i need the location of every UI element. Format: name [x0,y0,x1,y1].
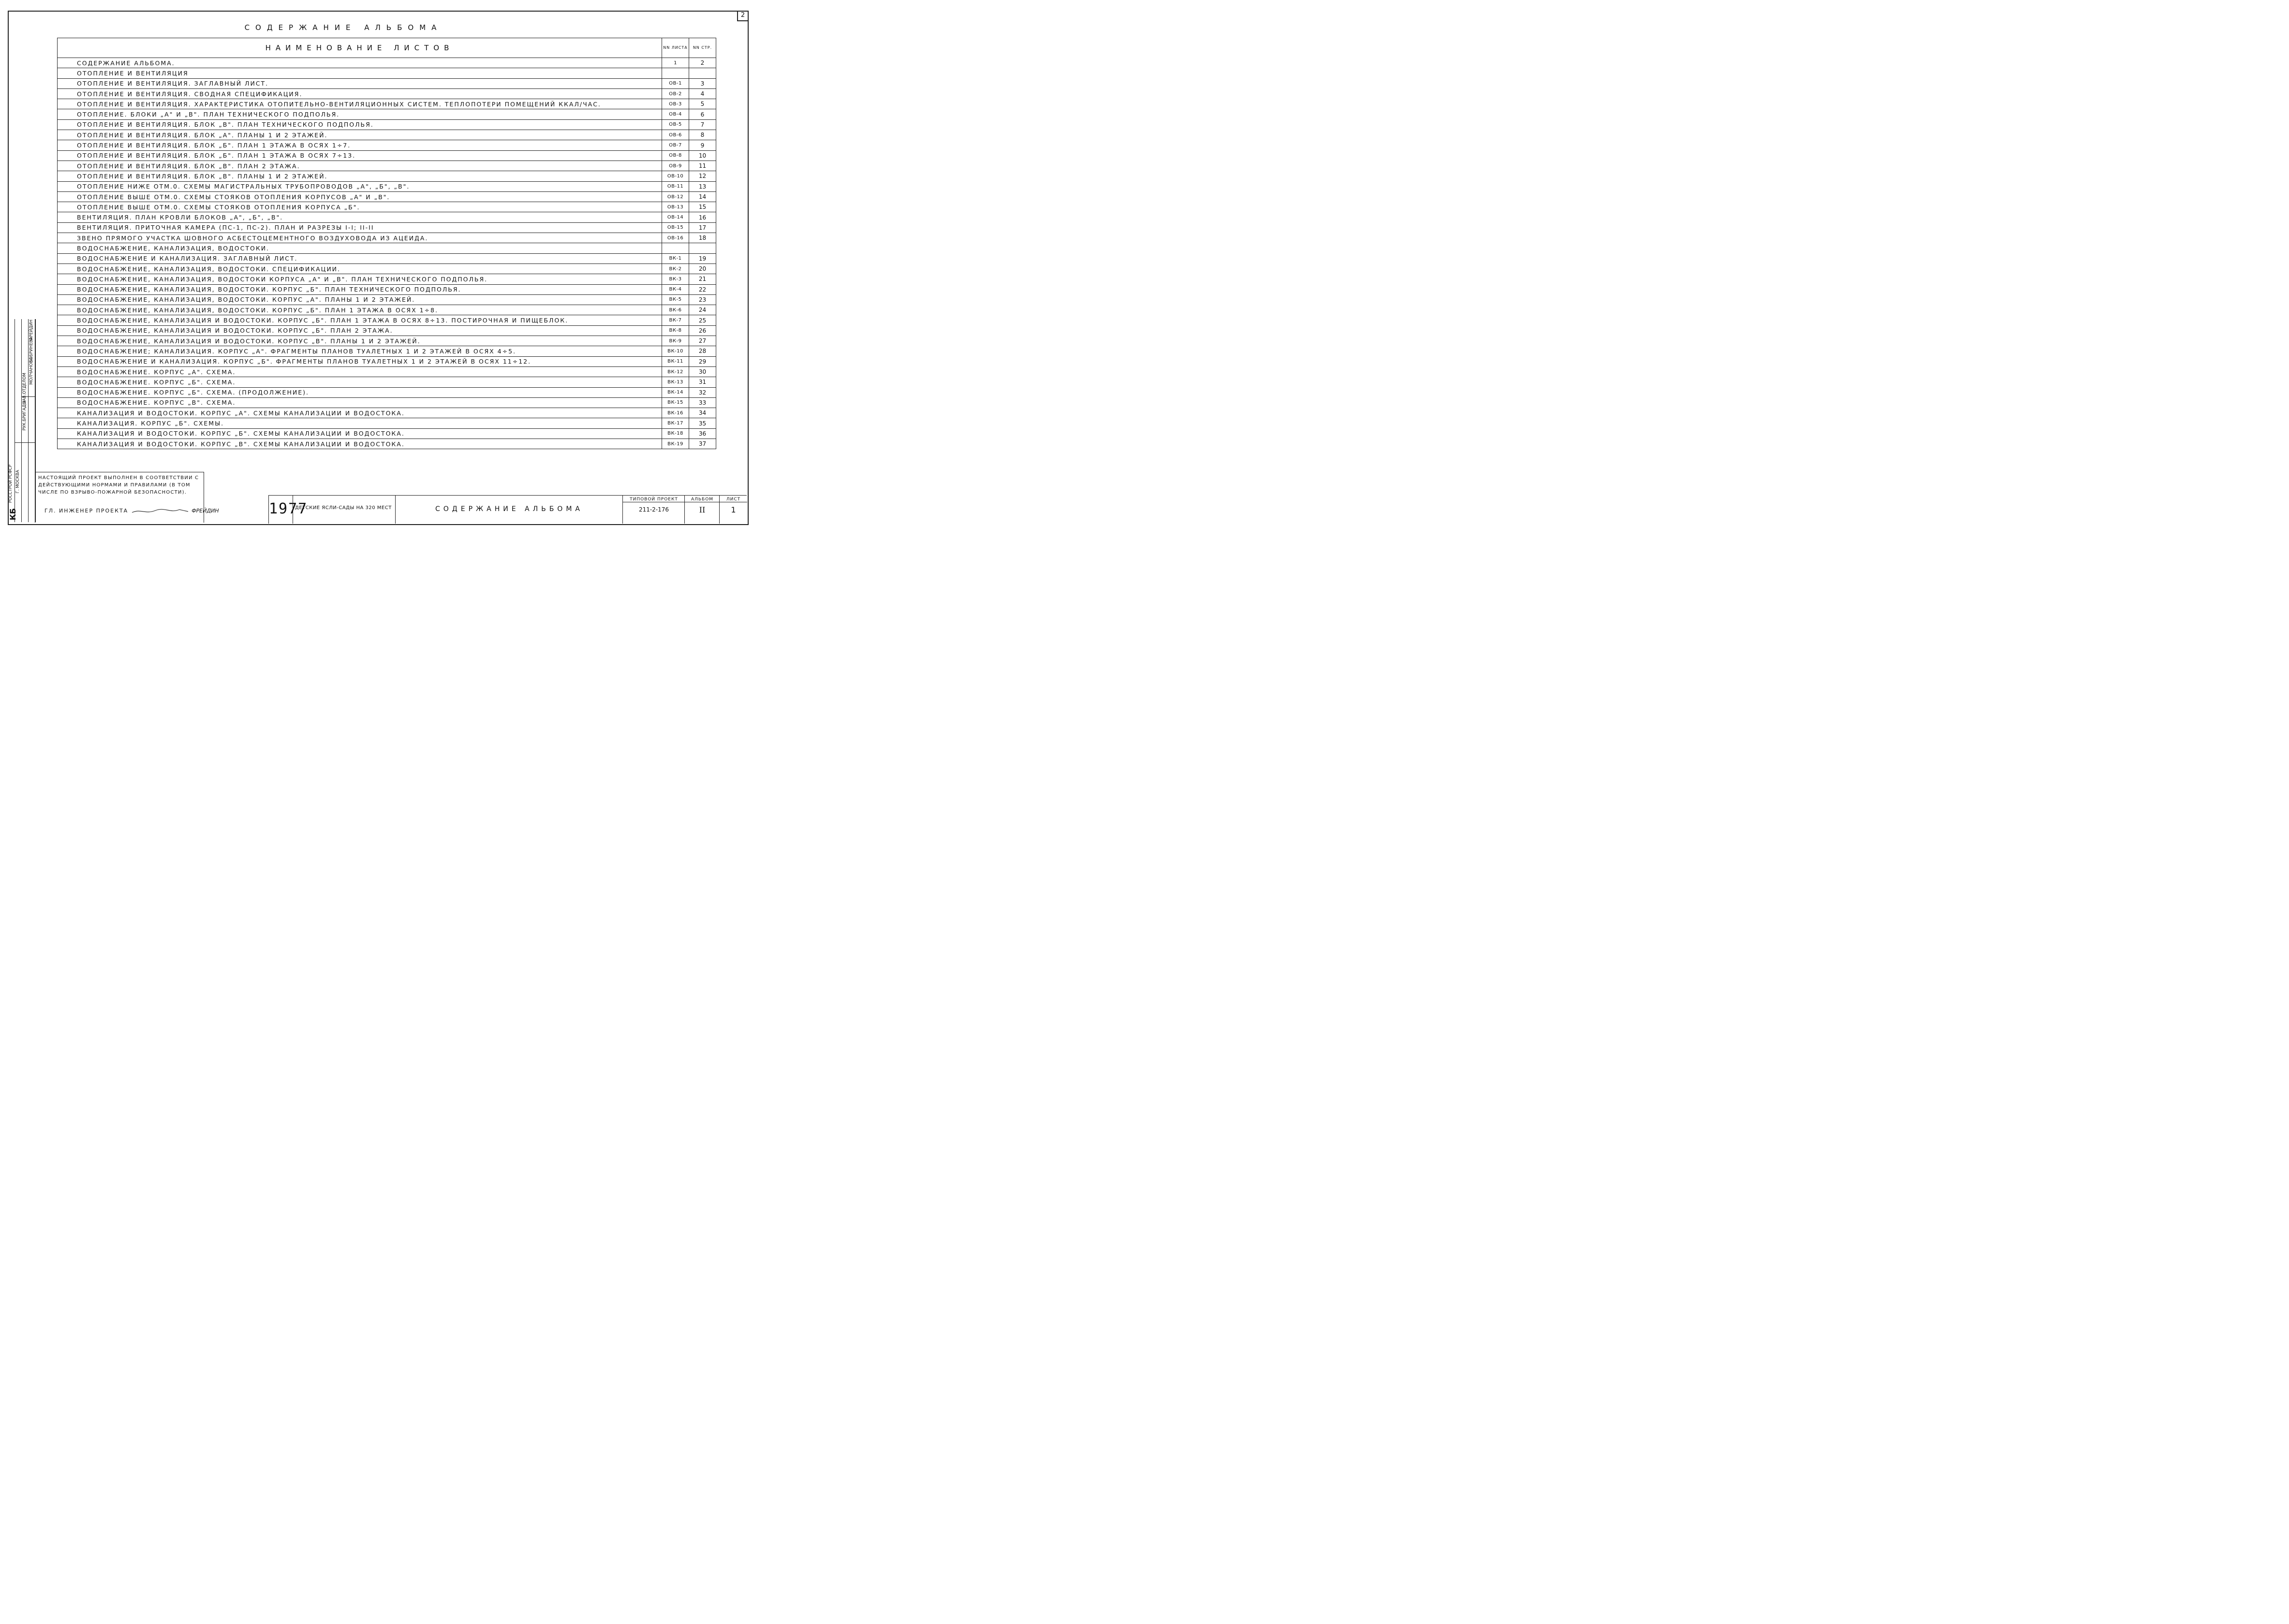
row-page-no: 29 [689,356,716,366]
stamp-typical-value: 211-2-176 [638,506,669,513]
row-page-no: 23 [689,294,716,305]
row-page-no: 36 [689,428,716,439]
row-sheet-no: ОВ-4 [662,109,689,119]
row-sheet-no: ВК-2 [662,263,689,274]
row-sheet-no: ВК-16 [662,408,689,418]
side-stamp [8,319,36,522]
row-page-no: 5 [689,99,716,109]
chief-engineer-role: ГЛ. ИНЖЕНЕР ПРОЕКТА [44,508,129,514]
table-row [58,439,716,449]
row-page-no: 10 [689,150,716,161]
table-row [58,68,716,78]
row-page-no: 3 [689,78,716,88]
table-row [58,222,716,233]
row-sheet-no: ОВ-2 [662,88,689,99]
row-sheet-no: ВК-5 [662,294,689,305]
row-sheet-no: ОВ-9 [662,161,689,171]
row-page-no [689,243,716,253]
row-page-no: 19 [689,253,716,263]
row-sheet-no: ОВ-7 [662,140,689,150]
table-row [58,212,716,222]
row-sheet-no: ВК-7 [662,315,689,325]
row-sheet-no: ВК-18 [662,428,689,439]
stamp-album-value: II [699,505,706,514]
row-sheet-no: ОВ-8 [662,150,689,161]
page-number: 2 [737,11,748,21]
table-header-row [58,38,716,58]
row-sheet-no: ВК-14 [662,387,689,397]
row-sheet-no [662,243,689,253]
table-row [58,119,716,130]
header-sheet-no: NN ЛИСТА [662,38,689,58]
table-row [58,150,716,161]
row-name: ВОДОСНАБЖЕНИЕ. КОРПУС „В". СХЕМА. [58,397,662,408]
table-row [58,202,716,212]
row-sheet-no: ОВ-15 [662,222,689,233]
row-name: ОТОПЛЕНИЕ И ВЕНТИЛЯЦИЯ. ЗАГЛАВНЫЙ ЛИСТ. [58,78,662,88]
name-3: МОЛЧАНОВА [29,357,34,385]
row-sheet-no: ОВ-13 [662,202,689,212]
table-row [58,325,716,336]
row-name: ВОДОСНАБЖЕНИЕ, КАНАЛИЗАЦИЯ, ВОДОСТОКИ КОРПУСА „А" И „В". ПЛАН ТЕХНИЧЕСКОГО ПОДПОЛЬЯ. [58,274,662,284]
row-name: ВОДОСНАБЖЕНИЕ, КАНАЛИЗАЦИЯ, ВОДОСТОКИ. [58,243,662,253]
table-row [58,418,716,428]
row-page-no: 22 [689,284,716,294]
row-sheet-no: ВК-8 [662,325,689,336]
stamp-sheet-cell [719,496,747,524]
row-page-no: 32 [689,387,716,397]
row-page-no: 26 [689,325,716,336]
row-sheet-no: ВК-15 [662,397,689,408]
row-name: ВОДОСНАБЖЕНИЕ. КОРПУС „Б". СХЕМА. (ПРОДОЛЖЕНИЕ). [58,387,662,397]
row-name: СОДЕРЖАНИЕ АЛЬБОМА. [58,58,662,68]
row-page-no: 13 [689,181,716,191]
side-col-org [8,319,15,522]
signature-icon [131,507,189,515]
row-page-no: 8 [689,130,716,140]
row-page-no: 27 [689,336,716,346]
row-sheet-no: ОВ-16 [662,233,689,243]
table-row [58,366,716,377]
table-row [58,88,716,99]
row-page-no: 34 [689,408,716,418]
row-name: КАНАЛИЗАЦИЯ И ВОДОСТОКИ. КОРПУС „В". СХЕМЫ КАНАЛИЗАЦИИ И ВОДОСТОКА. [58,439,662,449]
row-page-no: 4 [689,88,716,99]
row-sheet-no: ОВ-3 [662,99,689,109]
table-row [58,161,716,171]
table-row [58,140,716,150]
org-city: Г. МОСКВА [15,469,20,493]
table-row [58,130,716,140]
table-row [58,99,716,109]
stamp-project-cell [293,496,395,524]
name-1: ФРЕЙДИН [29,320,34,341]
row-sheet-no: ВК-1 [662,253,689,263]
stamp-album-cell [684,496,720,524]
row-page-no: 16 [689,212,716,222]
stamp-typical-cell [622,496,685,524]
table-row [58,397,716,408]
header-name: НАИМЕНОВАНИЕ ЛИСТОВ [58,38,662,58]
table-body [58,58,716,449]
row-sheet-no: ВК-9 [662,336,689,346]
row-sheet-no: ВК-12 [662,366,689,377]
row-sheet-no: ВК-11 [662,356,689,366]
table-row [58,305,716,315]
contents-table [57,38,716,449]
stamp-title-cell [395,496,623,524]
chief-engineer-name: ФРЕЙДИН [192,508,219,514]
row-name: ВОДОСНАБЖЕНИЕ, КАНАЛИЗАЦИЯ, ВОДОСТОКИ. СПЕЦИФИКАЦИИ. [58,263,662,274]
row-name: ВЕНТИЛЯЦИЯ. ПЛАН КРОВЛИ БЛОКОВ „А", „Б", „В". [58,212,662,222]
row-name: ЗВЕНО ПРЯМОГО УЧАСТКА ШОВНОГО АСБЕСТОЦЕМЕНТНОГО ВОЗДУХОВОДА ИЗ АЦЕИДА. [58,233,662,243]
stamp-sheet-value: 1 [731,505,736,514]
row-sheet-no: ВК-6 [662,305,689,315]
table-row [58,356,716,366]
table-row [58,233,716,243]
row-page-no: 30 [689,366,716,377]
page-title: СОДЕРЖАНИЕ АЛЬБОМА [244,23,443,32]
row-sheet-no: ОВ-11 [662,181,689,191]
row-page-no: 15 [689,202,716,212]
row-name: ОТОПЛЕНИЕ И ВЕНТИЛЯЦИЯ. БЛОК „Б". ПЛАН 1 ЭТАЖА В ОСЯХ 7÷13. [58,150,662,161]
row-name: ВЕНТИЛЯЦИЯ. ПРИТОЧНАЯ КАМЕРА (ПС-1, ПС-2). ПЛАН И РАЗРЕЗЫ I-I; II-II [58,222,662,233]
row-name: КАНАЛИЗАЦИЯ И ВОДОСТОКИ. КОРПУС „А". СХЕМЫ КАНАЛИЗАЦИИ И ВОДОСТОКА. [58,408,662,418]
stamp-year: 1977 [269,500,308,517]
table-row [58,191,716,202]
row-name: ВОДОСНАБЖЕНИЕ. КОРПУС „Б". СХЕМА. [58,377,662,387]
row-name: ОТОПЛЕНИЕ И ВЕНТИЛЯЦИЯ. БЛОК „В". ПЛАНЫ 1 И 2 ЭТАЖЕЙ. [58,171,662,181]
row-name: ОТОПЛЕНИЕ НИЖЕ ОТМ.0. СХЕМЫ МАГИСТРАЛЬНЫХ ТРУБОПРОВОДОВ „А", „Б", „В". [58,181,662,191]
row-page-no: 11 [689,161,716,171]
row-name: ВОДОСНАБЖЕНИЕ, КАНАЛИЗАЦИЯ И ВОДОСТОКИ. КОРПУС „В". ПЛАНЫ 1 И 2 ЭТАЖЕЙ. [58,336,662,346]
row-page-no: 12 [689,171,716,181]
row-sheet-no: ОВ-1 [662,78,689,88]
table-row [58,171,716,181]
row-page-no: 35 [689,418,716,428]
row-page-no: 25 [689,315,716,325]
table-row [58,387,716,397]
row-name: ВОДОСНАБЖЕНИЕ, КАНАЛИЗАЦИЯ, ВОДОСТОКИ. КОРПУС „Б". ПЛАН 1 ЭТАЖА В ОСЯХ 1÷8. [58,305,662,315]
row-name: ОТОПЛЕНИЕ И ВЕНТИЛЯЦИЯ. БЛОК „В". ПЛАН 2 ЭТАЖА. [58,161,662,171]
row-page-no: 9 [689,140,716,150]
side-col-city [15,319,22,522]
row-page-no: 14 [689,191,716,202]
chief-engineer [44,507,219,515]
row-sheet-no: ВК-17 [662,418,689,428]
row-page-no: 2 [689,58,716,68]
table-row [58,274,716,284]
table-row [58,315,716,325]
stamp-year-cell [268,496,308,524]
row-page-no: 33 [689,397,716,408]
row-name: ВОДОСНАБЖЕНИЕ, КАНАЛИЗАЦИЯ И ВОДОСТОКИ. КОРПУС „Б". ПЛАН 2 ЭТАЖА. [58,325,662,336]
table-row [58,109,716,119]
row-page-no: 7 [689,119,716,130]
org-line: РОССТРОЙ РСФСР [8,464,13,503]
row-page-no: 6 [689,109,716,119]
row-sheet-no: ВК-4 [662,284,689,294]
row-name: ВОДОСНАБЖЕНИЕ И КАНАЛИЗАЦИЯ. ЗАГЛАВНЫЙ ЛИСТ. [58,253,662,263]
row-sheet-no: ВК-10 [662,346,689,356]
row-name: ОТОПЛЕНИЕ ВЫШЕ ОТМ.0. СХЕМЫ СТОЯКОВ ОТОПЛЕНИЯ КОРПУСОВ „А" И „В". [58,191,662,202]
table-row [58,58,716,68]
table-row [58,181,716,191]
row-name: ВОДОСНАБЖЕНИЕ. КОРПУС „А". СХЕМА. [58,366,662,377]
table-row [58,428,716,439]
row-name: ВОДОСНАБЖЕНИЕ, КАНАЛИЗАЦИЯ, ВОДОСТОКИ. КОРПУС „Б". ПЛАН ТЕХНИЧЕСКОГО ПОДПОЛЬЯ. [58,284,662,294]
role-2: РУК.БРИГАДЫ [22,400,27,430]
stamp-album-label: АЛЬБОМ [685,496,720,502]
row-name: ВОДОСНАБЖЕНИЕ, КАНАЛИЗАЦИЯ, ВОДОСТОКИ. КОРПУС „А". ПЛАНЫ 1 И 2 ЭТАЖЕЙ. [58,294,662,305]
row-name: ОТОПЛЕНИЕ. БЛОКИ „А" И „В". ПЛАН ТЕХНИЧЕСКОГО ПОДПОЛЬЯ. [58,109,662,119]
row-name: КАНАЛИЗАЦИЯ И ВОДОСТОКИ. КОРПУС „Б". СХЕМЫ КАНАЛИЗАЦИИ И ВОДОСТОКА. [58,428,662,439]
table-row [58,346,716,356]
row-page-no: 21 [689,274,716,284]
row-page-no: 20 [689,263,716,274]
row-sheet-no: ОВ-5 [662,119,689,130]
stamp-typical-label: ТИПОВОЙ ПРОЕКТ [623,496,685,502]
row-sheet-no: ВК-13 [662,377,689,387]
row-name: ОТОПЛЕНИЕ И ВЕНТИЛЯЦИЯ. БЛОК „В". ПЛАН ТЕХНИЧЕСКОГО ПОДПОЛЬЯ. [58,119,662,130]
row-page-no: 18 [689,233,716,243]
stamp-sheet-title: СОДЕРЖАНИЕ АЛЬБОМА [435,505,583,513]
row-name: ОТОПЛЕНИЕ И ВЕНТИЛЯЦИЯ. БЛОК „Б". ПЛАН 1 ЭТАЖА В ОСЯХ 1÷7. [58,140,662,150]
row-sheet-no [662,68,689,78]
row-name: ОТОПЛЕНИЕ И ВЕНТИЛЯЦИЯ. СВОДНАЯ СПЕЦИФИКАЦИЯ. [58,88,662,99]
row-name: КАНАЛИЗАЦИЯ. КОРПУС „Б". СХЕМЫ. [58,418,662,428]
table-row [58,253,716,263]
row-page-no: 31 [689,377,716,387]
compliance-note-text: НАСТОЯЩИЙ ПРОЕКТ ВЫПОЛНЕН В СООТВЕТСТВИИ С ДЕЙСТВУЮЩИМИ НОРМАМИ И ПРАВИЛАМИ (В ТОМ ЧИСЛЕ ПО ВЗРЫВО-ПОЖАРНОЙ БЕЗОПАСНОСТИ). [38,475,199,495]
row-sheet-no: ОВ-12 [662,191,689,202]
row-page-no: 28 [689,346,716,356]
title-block [268,495,747,524]
row-sheet-no: ВК-3 [662,274,689,284]
row-name: ВОДОСНАБЖЕНИЕ, КАНАЛИЗАЦИЯ И ВОДОСТОКИ. КОРПУС „Б". ПЛАН 1 ЭТАЖА В ОСЯХ 8÷13. ПОСТИРОЧНАЯ И ПИЩЕБЛОК. [58,315,662,325]
org-logo: КБ [8,508,17,520]
row-sheet-no: 1 [662,58,689,68]
header-page-no: NN СТР. [689,38,716,58]
table-row [58,263,716,274]
row-sheet-no: ОВ-6 [662,130,689,140]
table-row [58,284,716,294]
table-row [58,408,716,418]
row-name: ОТОПЛЕНИЕ ВЫШЕ ОТМ.0. СХЕМЫ СТОЯКОВ ОТОПЛЕНИЯ КОРПУСА „Б". [58,202,662,212]
row-page-no: 37 [689,439,716,449]
row-name: ВОДОСНАБЖЕНИЕ; КАНАЛИЗАЦИЯ. КОРПУС „А". ФРАГМЕНТЫ ПЛАНОВ ТУАЛЕТНЫХ 1 И 2 ЭТАЖЕЙ В ОСЯХ 4÷5. [58,346,662,356]
row-name: ВОДОСНАБЖЕНИЕ И КАНАЛИЗАЦИЯ. КОРПУС „Б". ФРАГМЕНТЫ ПЛАНОВ ТУАЛЕТНЫХ 1 И 2 ЭТАЖЕЙ В ОСЯХ 11÷12. [58,356,662,366]
table-row [58,377,716,387]
stamp-project-name: ДЕТСКИЕ ЯСЛИ-САДЫ НА 320 МЕСТ [295,505,392,511]
row-name: ОТОПЛЕНИЕ И ВЕНТИЛЯЦИЯ. ХАРАКТЕРИСТИКА ОТОПИТЕЛЬНО-ВЕНТИЛЯЦИОННЫХ СИСТЕМ. ТЕПЛОПОТЕРИ ПОМЕЩЕНИЙ ККАЛ/ЧАС. [58,99,662,109]
row-sheet-no: ВК-19 [662,439,689,449]
role-1: ЗАВ.ОТДЕЛОМ [22,372,27,404]
row-page-no: 24 [689,305,716,315]
table-row [58,78,716,88]
table-row [58,336,716,346]
row-page-no: 17 [689,222,716,233]
table-row [58,243,716,253]
name-2: БОБРИНЕВА [29,337,34,363]
row-page-no [689,68,716,78]
row-sheet-no: ОВ-14 [662,212,689,222]
table-row [58,294,716,305]
stamp-sheet-label: ЛИСТ [720,496,747,502]
row-name: ОТОПЛЕНИЕ И ВЕНТИЛЯЦИЯ. БЛОК „А". ПЛАНЫ 1 И 2 ЭТАЖЕЙ. [58,130,662,140]
row-name: ОТОПЛЕНИЕ И ВЕНТИЛЯЦИЯ [58,68,662,78]
row-sheet-no: ОВ-10 [662,171,689,181]
